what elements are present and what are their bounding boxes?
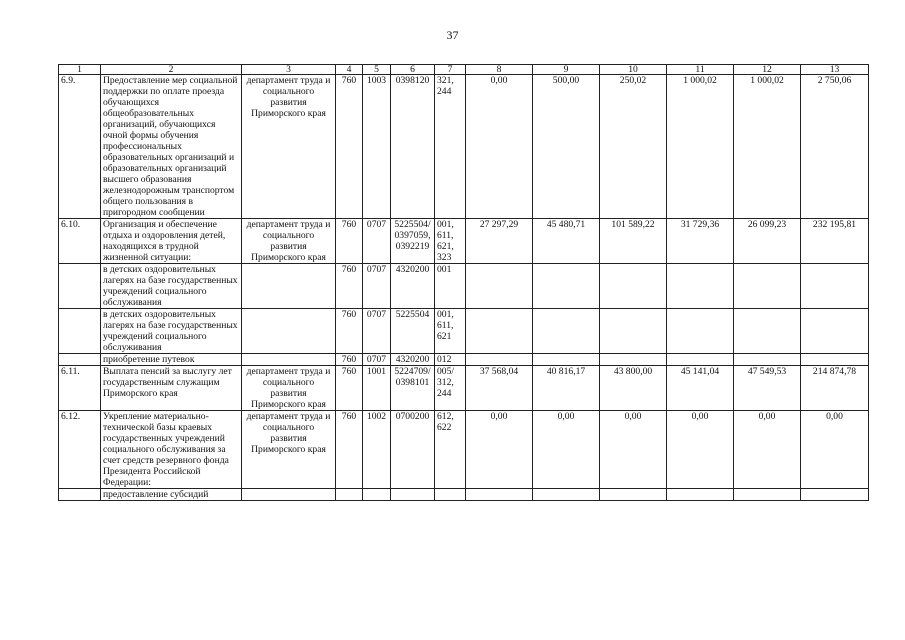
amount-col11	[667, 309, 734, 354]
code-target: 5225504	[391, 309, 435, 354]
amount-col8	[466, 264, 533, 309]
code-section: 1003	[363, 75, 391, 219]
column-header: 8	[466, 65, 533, 75]
amount-col12: 1 000,02	[734, 75, 801, 219]
item-number	[59, 309, 101, 354]
amount-col10: 250,02	[600, 75, 667, 219]
amount-col13	[801, 264, 869, 309]
item-name: предоставление субсидий	[101, 489, 242, 501]
item-number	[59, 489, 101, 501]
item-number	[59, 264, 101, 309]
code-target: 4320200	[391, 264, 435, 309]
amount-col12: 0,00	[734, 411, 801, 489]
code-section: 1002	[363, 411, 391, 489]
code-grbs: 760	[336, 264, 363, 309]
code-grbs: 760	[336, 411, 363, 489]
amount-col13	[801, 489, 869, 501]
amount-col10: 43 800,00	[600, 366, 667, 411]
code-grbs: 760	[336, 366, 363, 411]
item-name: Укрепление материально-технической базы краевых государственных учреждений социального обслуживания за счет средств резервного фонда Президента Российской Федерации:	[101, 411, 242, 489]
table-row	[59, 264, 869, 309]
amount-col12: 26 099,23	[734, 219, 801, 264]
code-section: 0707	[363, 354, 391, 366]
amount-col10	[600, 309, 667, 354]
code-target: 5224709/ 0398101	[391, 366, 435, 411]
code-section: 0707	[363, 264, 391, 309]
amount-col8	[466, 309, 533, 354]
amount-col11	[667, 264, 734, 309]
item-executor	[242, 309, 336, 354]
table-row	[59, 75, 869, 219]
item-executor	[242, 489, 336, 501]
budget-table	[58, 64, 869, 501]
amount-col11	[667, 489, 734, 501]
amount-col9	[533, 264, 600, 309]
item-number	[59, 354, 101, 366]
item-number: 6.11.	[59, 366, 101, 411]
amount-col9	[533, 489, 600, 501]
amount-col9	[533, 354, 600, 366]
code-expense-type: 612, 622	[435, 411, 466, 489]
amount-col9	[533, 309, 600, 354]
item-executor: департамент труда и социального развития Приморского края	[242, 75, 336, 219]
column-header: 9	[533, 65, 600, 75]
item-executor: департамент труда и социального развития Приморского края	[242, 219, 336, 264]
column-header: 3	[242, 65, 336, 75]
code-grbs: 760	[336, 309, 363, 354]
amount-col8	[466, 354, 533, 366]
code-expense-type: 001	[435, 264, 466, 309]
code-target: 5225504/ 0397059, 0392219	[391, 219, 435, 264]
table-row	[59, 411, 869, 489]
code-target: 4320200	[391, 354, 435, 366]
amount-col10	[600, 354, 667, 366]
item-number: 6.10.	[59, 219, 101, 264]
table-row	[59, 219, 869, 264]
amount-col9: 45 480,71	[533, 219, 600, 264]
item-number: 6.12.	[59, 411, 101, 489]
code-grbs: 760	[336, 354, 363, 366]
item-name: Выплата пенсий за выслугу лет государственным служащим Приморского края	[101, 366, 242, 411]
amount-col12	[734, 489, 801, 501]
amount-col10	[600, 264, 667, 309]
page-number: 37	[446, 28, 459, 42]
amount-col8: 37 568,04	[466, 366, 533, 411]
code-expense-type: 001, 611, 621, 323	[435, 219, 466, 264]
code-grbs: 760	[336, 219, 363, 264]
amount-col9: 500,00	[533, 75, 600, 219]
table-row	[59, 354, 869, 366]
code-grbs	[336, 489, 363, 501]
amount-col11	[667, 354, 734, 366]
item-name: в детских оздоровительных лагерях на базе государственных учреждений социального обслуживания	[101, 264, 242, 309]
amount-col9: 0,00	[533, 411, 600, 489]
column-header: 13	[801, 65, 869, 75]
amount-col11: 45 141,04	[667, 366, 734, 411]
amount-col13	[801, 354, 869, 366]
column-header: 5	[363, 65, 391, 75]
amount-col8	[466, 489, 533, 501]
amount-col13: 2 750,06	[801, 75, 869, 219]
code-target: 0700200	[391, 411, 435, 489]
amount-col13: 0,00	[801, 411, 869, 489]
item-executor: департамент труда и социального развития Приморского края	[242, 411, 336, 489]
amount-col12	[734, 309, 801, 354]
item-name: в детских оздоровительных лагерях на базе государственных учреждений социального обслуживания	[101, 309, 242, 354]
amount-col11: 0,00	[667, 411, 734, 489]
table-row	[59, 489, 869, 501]
amount-col12	[734, 264, 801, 309]
column-header: 7	[435, 65, 466, 75]
amount-col13	[801, 309, 869, 354]
code-expense-type	[435, 489, 466, 501]
amount-col8: 27 297,29	[466, 219, 533, 264]
code-section: 0707	[363, 219, 391, 264]
amount-col8: 0,00	[466, 411, 533, 489]
amount-col8: 0,00	[466, 75, 533, 219]
item-executor: департамент труда и социального развития Приморского края	[242, 366, 336, 411]
code-expense-type: 005/ 312, 244	[435, 366, 466, 411]
item-name: приобретение путевок	[101, 354, 242, 366]
item-number: 6.9.	[59, 75, 101, 219]
code-target	[391, 489, 435, 501]
code-expense-type: 001, 611, 621	[435, 309, 466, 354]
amount-col9: 40 816,17	[533, 366, 600, 411]
amount-col11: 1 000,02	[667, 75, 734, 219]
table-row	[59, 309, 869, 354]
amount-col11: 31 729,36	[667, 219, 734, 264]
column-header: 4	[336, 65, 363, 75]
amount-col10: 101 589,22	[600, 219, 667, 264]
column-number-row	[59, 65, 869, 75]
amount-col13: 214 874,78	[801, 366, 869, 411]
amount-col12	[734, 354, 801, 366]
table-row	[59, 366, 869, 411]
column-header: 6	[391, 65, 435, 75]
column-header: 12	[734, 65, 801, 75]
column-header: 11	[667, 65, 734, 75]
amount-col10: 0,00	[600, 411, 667, 489]
code-expense-type: 012	[435, 354, 466, 366]
amount-col12: 47 549,53	[734, 366, 801, 411]
item-executor	[242, 354, 336, 366]
item-name: Организация и обеспечение отдыха и оздоровления детей, находящихся в трудной жизненной ситуации:	[101, 219, 242, 264]
amount-col10	[600, 489, 667, 501]
column-header: 2	[101, 65, 242, 75]
item-name: Предоставление мер социальной поддержки по оплате проезда обучающихся общеобразовательных организаций, обучающихся очной формы обучения профессиональных образовательных организаций и образовательных организаций высшего образования железнодорожным транспортом общего пользования в пригородном сообщении	[101, 75, 242, 219]
code-expense-type: 321, 244	[435, 75, 466, 219]
column-header: 10	[600, 65, 667, 75]
code-target: 0398120	[391, 75, 435, 219]
code-section	[363, 489, 391, 501]
item-executor	[242, 264, 336, 309]
code-section: 1001	[363, 366, 391, 411]
amount-col13: 232 195,81	[801, 219, 869, 264]
code-section: 0707	[363, 309, 391, 354]
column-header: 1	[59, 65, 101, 75]
code-grbs: 760	[336, 75, 363, 219]
